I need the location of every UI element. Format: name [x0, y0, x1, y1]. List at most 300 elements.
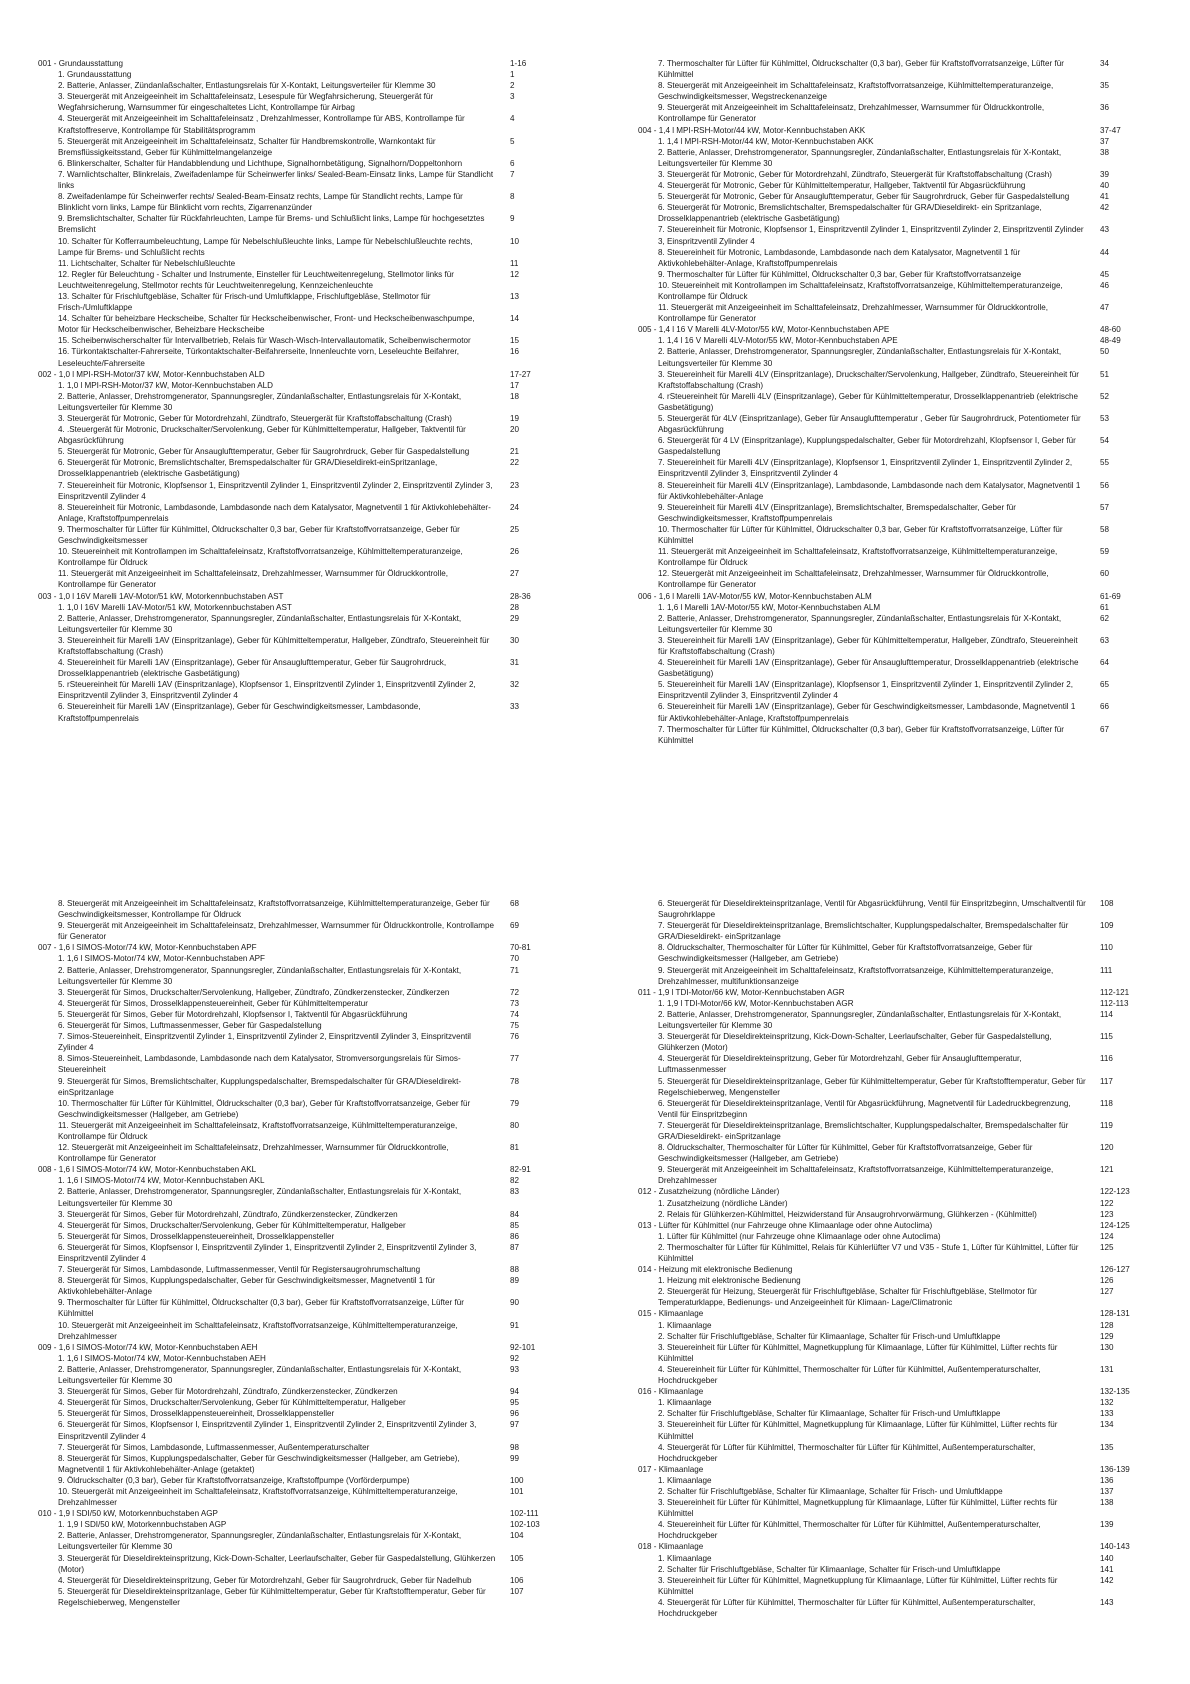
toc-page-number: 140 — [1100, 1553, 1114, 1563]
toc-page-number: 5 — [510, 136, 515, 146]
toc-entry-row — [638, 613, 1138, 635]
toc-page-number: 22 — [510, 458, 520, 468]
toc-entry-row — [638, 335, 1138, 346]
toc-entry-title: 11. Steuergerät mit Anzeigeeinheit im Schalttafeleinsatz, Kraftstoffvorratsanzeige, Kühlmitteltemperaturanzeige, Kontrollampe für Öldruck — [58, 1120, 458, 1141]
toc-entry-row — [38, 1519, 548, 1530]
toc-page-number: 118 — [1100, 1098, 1113, 1108]
toc-entry-row — [38, 898, 548, 920]
toc-page-number: 77 — [510, 1054, 520, 1064]
toc-section-row — [38, 942, 548, 953]
toc-entry-row — [38, 236, 548, 258]
toc-page-number: 105 — [510, 1553, 524, 1563]
toc-entry-row — [638, 369, 1138, 391]
toc-entry-title: 1. 1,9 l TDI-Motor/66 kW, Motor-Kennbuchstaben AGR — [658, 998, 854, 1008]
toc-page-number: 79 — [510, 1098, 520, 1108]
toc-entry-title: 3. Steuereinheit für Marelli 1AV (Einspritzanlage), Geber für Kühlmitteltemperatur, Hallgeber, Zündtrafo, Steuereinheit für Kraftstoffabschaltung (Crash) — [658, 635, 1078, 656]
toc-page-number: 17 — [510, 380, 520, 390]
toc-page-number: 112-113 — [1100, 998, 1129, 1008]
toc-section-title: 004 - 1,4 l MPI-RSH-Motor/44 kW, Motor-Kennbuchstaben AKK — [638, 125, 866, 135]
toc-page-number: 142 — [1100, 1575, 1114, 1585]
toc-entry-row — [638, 679, 1138, 701]
toc-section-row — [38, 369, 548, 380]
toc-entry-row — [638, 180, 1138, 191]
toc-entry-row — [638, 1231, 1138, 1242]
toc-page-number: 71 — [510, 965, 520, 975]
toc-entry-row — [38, 1009, 548, 1020]
toc-entry-title: 8. Steuereinheit für Marelli 4LV (Einspritzanlage), Lambdasonde, Lambdasonde nach dem Katalysator, Magnetventil 1 für Aktivkohlebehälter-Anlage — [658, 480, 1081, 501]
toc-page-number: 21 — [510, 447, 520, 457]
toc-entry-title: 5. Steuergerät für 4LV (Einspritzanlage), Geber für Ansauglufttemperatur , Geber für Saugrohrdruck, Potentiometer für Abgasrückführung — [658, 414, 1081, 435]
toc-page-number: 15 — [510, 336, 520, 346]
toc-entry-title: 4. Steuergerät für Simos, Druckschalter/Servolenkung, Geber für Kühlmitteltemperatur, Hallgeber — [58, 1220, 406, 1230]
toc-entry-row — [638, 202, 1138, 224]
toc-page-number: 94 — [510, 1387, 520, 1397]
toc-entry-title: 3. Steuergerät für Simos, Geber für Motordrehzahl, Zündtrafo, Zündkerzenstecker, Zündkerzen — [58, 1209, 398, 1219]
toc-entry-title: 2. Batterie, Anlasser, Drehstromgenerator, Spannungsregler, Zündanlaßschalter, Entlastungsrelais für X-Kontakt, Leitungsverteiler für Klemme 30 — [58, 391, 462, 412]
toc-entry-title: 12. Regler für Beleuchtung - Schalter und Instrumente, Einsteller für Leuchtweitenregelung, Stellmotor links für Leuchtweitenregelung, Stellmotor rechts für Leuchtweitenregelung, Kennzeichenleuchte — [58, 269, 454, 290]
toc-page-number: 102-111 — [510, 1509, 539, 1519]
toc-entry-row — [638, 1275, 1138, 1286]
toc-entry-row — [38, 191, 548, 213]
toc-entry-title: 2. Schalter für Frischluftgebläse, Schalter für Klimaanlage, Schalter für Frisch-und Umluftklappe — [658, 1564, 1001, 1574]
toc-panel-top-left — [38, 58, 548, 724]
toc-entry-row — [38, 1264, 548, 1275]
toc-entry-title: 2. Batterie, Anlasser, Zündanlaßschalter, Entlastungsrelais für X-Kontakt, Leitungsverteiler für Klemme 30 — [58, 81, 436, 91]
toc-page-number: 43 — [1100, 225, 1110, 235]
toc-entry-title: 2. Steuergerät für Heizung, Steuergerät für Frischluftgebläse, Schalter für Frischluftgebläse, Stellmotor für Temperaturklappe, Bedienungs- und Anzeigeeinheit für Klimaan- Lage/Climatronic — [658, 1287, 1037, 1308]
toc-page-number: 131 — [1100, 1364, 1114, 1374]
toc-page-number: 29 — [510, 613, 520, 623]
toc-entry-row — [38, 313, 548, 335]
toc-entry-title: 3. Steuergerät für Dieseldirekteinspritzung, Kick-Down-Schalter, Leerlaufschalter, Geber für Gaspedalstellung, Glühkerzen (Motor) — [658, 1032, 1052, 1053]
toc-entry-title: 5. rSteuereinheit für Marelli 1AV (Einspritzanlage), Klopfsensor 1, Einspritzventil Zylinder 1, Einspritzventil Zylinder 2, Einspritzventil Zylinder 3, Einspritzventil Zylinder 4 — [58, 680, 476, 701]
toc-entry-title: 2. Relais für Glühkerzen-Kühlmittel, Heizwiderstand für Ansaugrohrvorwärmung, Glühkerzen - (Kühlmittel) — [658, 1209, 1037, 1219]
toc-section-title: 002 - 1,0 l MPI-RSH-Motor/37 kW, Motor-Kennbuchstaben ALD — [38, 369, 265, 379]
toc-entry-title: 7. Steuereinheit für Marelli 4LV (Einspritzanlage), Klopfsensor 1, Einspritzventil Zylinder 1, Einspritzventil Zylinder 2, Einspritzventil Zylinder 3, Einspritzventil Zylinder 4 — [658, 458, 1073, 479]
toc-page-number: 57 — [1100, 502, 1110, 512]
toc-entry-title: 4. Steuergerät mit Anzeigeeinheit im Schalttafeleinsatz , Drehzahlmesser, Kontrollampe für ABS, Kontrollampe für Kraftstoffreserve, Kontrollampe für Stabilitätsprogramm — [58, 114, 465, 135]
toc-entry-row — [38, 1586, 548, 1608]
toc-entry-title: 5. Steuergerät für Motronic, Geber für Ansauglufttemperatur, Geber für Saugrohrdruck, Geber für Gaspedalstellung — [58, 447, 470, 457]
toc-entry-row — [38, 158, 548, 169]
toc-entry-title: 14. Schalter für beheizbare Heckscheibe, Schalter für Heckscheibenwischer, Front- und Heckscheibenwaschpumpe, Motor für Heckscheibenwischer, Beheizbare Heckscheibe — [58, 314, 475, 335]
toc-entry-title: 1. 1,4 l 16 V Marelli 4LV-Motor/55 kW, Motor-Kennbuchstaben APE — [658, 336, 898, 346]
toc-page-number: 31 — [510, 658, 520, 668]
toc-entry-title: 1. Zusatzheizung (nördliche Länder) — [658, 1198, 788, 1208]
toc-entry-title: 8. Steuergerät mit Anzeigeeinheit im Schalttafeleinsatz, Kraftstoffvorratsanzeige, Kühlmitteltemperaturanzeige, Geber für Geschwindigkeitsmesser, Kontrollampe für Öldruck — [58, 899, 490, 920]
toc-entry-row — [38, 1442, 548, 1453]
toc-entry-title: 1. Grundausstattung — [58, 70, 132, 80]
toc-page-number: 61-69 — [1100, 591, 1121, 601]
toc-section-title: 014 - Heizung mit elektronische Bedienung — [638, 1265, 793, 1275]
toc-entry-row — [38, 413, 548, 424]
toc-entry-title: 7. Steuergerät für Simos, Lambdasonde, Luftmassenmesser, Außentemperaturschalter — [58, 1442, 370, 1452]
toc-entry-title: 7. Steuereinheit für Motronic, Klopfsensor 1, Einspritzventil Zylinder 1, Einspritzventil Zylinder 2, Einspritzventil Zylinder 3, Einspritzventil Zylinder 4 — [658, 225, 1084, 246]
toc-entry-row — [38, 213, 548, 235]
toc-entry-title: 1. Klimaanlage — [658, 1398, 712, 1408]
toc-entry-row — [638, 998, 1138, 1009]
toc-entry-row — [638, 568, 1138, 590]
toc-section-row — [638, 1386, 1138, 1397]
toc-page-number: 136 — [1100, 1475, 1114, 1485]
toc-section-title: 007 - 1,6 l SIMOS-Motor/74 kW, Motor-Kennbuchstaben APF — [38, 943, 257, 953]
toc-section-title: 001 - Grundausstattung — [38, 59, 124, 68]
toc-entry-row — [638, 546, 1138, 568]
toc-page-number: 107 — [510, 1586, 524, 1596]
toc-page-number: 13 — [510, 291, 520, 301]
toc-entry-row — [38, 1231, 548, 1242]
toc-page-number: 37-47 — [1100, 125, 1121, 135]
toc-entry-row — [38, 502, 548, 524]
toc-entry-title: 4. Steuergerät für Simos, Druckschalter/Servolenkung, Geber für Kühlmitteltemperatur, Hallgeber — [58, 1398, 406, 1408]
toc-page-number: 9 — [510, 214, 515, 224]
toc-page-number: 53 — [1100, 414, 1110, 423]
toc-entry-title: 4. Steuereinheit für Marelli 1AV (Einspritzanlage), Geber für Ansauglufttemperatur, Drosselklappenantrieb (elektrische Gasbetätigung) — [658, 658, 1079, 679]
toc-page-number: 84 — [510, 1209, 520, 1219]
toc-page-number: 8 — [510, 192, 515, 202]
toc-entry-title: 2. Batterie, Anlasser, Drehstromgenerator, Spannungsregler, Zündanlaßschalter, Entlastungsrelais für X-Kontakt, Leitungsverteiler für Klemme 30 — [58, 613, 462, 634]
toc-entry-title: 10. Steuergerät mit Anzeigeeinheit im Schalttafeleinsatz, Kraftstoffvorratsanzeige, Kühlmitteltemperaturanzeige, Drehzahlmesser — [58, 1320, 458, 1341]
toc-entry-row — [38, 258, 548, 269]
toc-entry-row — [638, 657, 1138, 679]
toc-page-number: 141 — [1100, 1564, 1114, 1574]
toc-entry-title: 9. Steuergerät für Simos, Bremslichtschalter, Kupplungspedalschalter, Bremspedalschalter für GRA/Dieseldirekt- einSpritzanlage — [58, 1076, 462, 1097]
toc-page-number: 116 — [1100, 1054, 1113, 1064]
toc-page-number: 129 — [1100, 1331, 1114, 1341]
toc-page-number: 61 — [1100, 602, 1110, 612]
toc-entry-title: 4. Steuergerät für Lüfter für Kühlmittel, Thermoschalter für Lüfter für Kühlmittel, Außentemperaturschalter, Hochdruckgeber — [658, 1597, 1036, 1618]
toc-section-row — [38, 1164, 548, 1175]
toc-page-number: 20 — [510, 425, 520, 435]
toc-page-number: 123 — [1100, 1209, 1114, 1219]
toc-entry-title: 16. Türkontaktschalter-Fahrerseite, Türkontaktschalter-Beifahrerseite, Innenleuchte vorn, Leseleuchte Beifahrer, Leseleuchte/Fahrerseite — [58, 347, 460, 368]
toc-entry-row — [638, 1053, 1138, 1075]
toc-entry-row — [638, 435, 1138, 457]
toc-entry-row — [638, 1342, 1138, 1364]
toc-entry-row — [38, 1353, 548, 1364]
toc-entry-row — [38, 1397, 548, 1408]
toc-page-number: 52 — [1100, 391, 1110, 401]
toc-entry-title: 1. 1,6 l Marelli 1AV-Motor/55 kW, Motor-Kennbuchstaben ALM — [658, 602, 881, 612]
toc-entry-title: 10. Thermoschalter für Lüfter für Kühlmittel, Öldruckschalter (0,3 bar), Geber für Kraftstoffvorratsanzeige, Geber für Geschwindigkeitsmesser (Hallgeber, am Getriebe) — [58, 1098, 471, 1119]
toc-page-number: 92-101 — [510, 1342, 536, 1352]
toc-entry-title: 6. Steuergerät für Motronic, Bremslichtschalter, Bremspedalschalter für GRA/Dieseldirekt-einSpritzanlage, Drosselklappenantrieb (elektrische Gasbetätigung) — [58, 458, 438, 479]
toc-page-number: 78 — [510, 1076, 520, 1086]
toc-page-number: 99 — [510, 1453, 520, 1463]
toc-page-number: 30 — [510, 635, 520, 645]
toc-page-number: 27 — [510, 569, 520, 579]
toc-entry-title: 4. Steuergerät für Simos, Drosselklappensteuereinheit, Geber für Kühlmitteltemperatur — [58, 998, 368, 1008]
toc-entry-row — [38, 291, 548, 313]
toc-entry-title: 11. Steuergerät mit Anzeigeeinheit im Schalttafeleinsatz, Drehzahlmesser, Warnsummer für Öldruckkontrolle, Kontrollampe für Generator — [58, 569, 449, 590]
toc-page-number: 28-36 — [510, 591, 531, 601]
toc-entry-title: 3. Steuergerät für Simos, Geber für Motordrehzahl, Zündtrafo, Zündkerzenstecker, Zündkerzen — [58, 1387, 398, 1397]
toc-entry-row — [638, 480, 1138, 502]
toc-page-number: 100 — [510, 1475, 524, 1485]
toc-entry-title: 3. Steuergerät mit Anzeigeeinheit im Schalttafeleinsatz, Lesespule für Wegfahrsicherung, Steuergerät für Wegfahrsicherung, Warnsummer für eingeschaltetes Licht, Kontrollampe für Airbag — [58, 92, 434, 113]
toc-entry-row — [38, 1386, 548, 1397]
toc-page-number: 6 — [510, 158, 515, 168]
toc-section-title: 018 - Klimaanlage — [638, 1542, 704, 1552]
toc-page-number: 62 — [1100, 613, 1110, 623]
toc-section-title: 009 - 1,6 l SIMOS-Motor/74 kW, Motor-Kennbuchstaben AEH — [38, 1342, 258, 1352]
toc-entry-title: 3. Steuereinheit für Marelli 4LV (Einspritzanlage), Druckschalter/Servolenkung, Hallgeber, Zündtrafo, Steuereinheit für Kraftstoffabschaltung (Crash) — [658, 369, 1079, 390]
toc-entry-row — [38, 1186, 548, 1208]
toc-entry-title: 2. Batterie, Anlasser, Drehstromgenerator, Spannungsregler, Zündanlaßschalter, Entlastungsrelais für X-Kontakt, Leitungsverteiler für Klemme 30 — [58, 1531, 462, 1552]
toc-page-number: 50 — [1100, 347, 1110, 357]
toc-entry-title: 2. Schalter für Frischluftgebläse, Schalter für Klimaanlage, Schalter für Frisch- und Umluftklappe — [658, 1486, 1003, 1496]
toc-entry-row — [38, 1209, 548, 1220]
toc-entry-title: 9. Steuergerät mit Anzeigeeinheit im Schalttafeleinsatz, Drehzahlmesser, Warnsummer für Öldruckkontrolle, Kontrollampe für Generator — [658, 103, 1045, 124]
toc-entry-row — [38, 1575, 548, 1586]
toc-entry-title: 10. Steuereinheit mit Kontrollampen im Schalttafeleinsatz, Kraftstoffvorratsanzeige, Kühlmitteltemperaturanzeige, Kontrollampe für Öldruck — [58, 547, 463, 568]
toc-page-number: 69 — [510, 921, 520, 931]
toc-page-number: 130 — [1100, 1342, 1114, 1352]
toc-page-number: 1-16 — [510, 59, 527, 68]
toc-entry-row — [638, 1242, 1138, 1264]
toc-entry-title: 3. Steuergerät für Simos, Druckschalter/Servolenkung, Hallgeber, Zündtrafo, Zündkerzenstecker, Zündkerzen — [58, 987, 450, 997]
toc-page-number: 58 — [1100, 524, 1110, 534]
toc-section-title: 013 - Lüfter für Kühlmittel (nur Fahrzeuge ohne Klimaanlage oder ohne Autoclima) — [638, 1220, 933, 1230]
toc-section-row — [38, 591, 548, 602]
toc-page-number: 56 — [1100, 480, 1110, 490]
toc-entry-title: 4. .Steuergerät für Motronic, Druckschalter/Servolenkung, Geber für Kühlmitteltemperatur, Hallgeber, Taktventil für Abgasrückführung — [58, 425, 466, 446]
toc-entry-title: 7. Thermoschalter für Lüfter für Kühlmittel, Öldruckschalter (0,3 bar), Geber für Kraftstoffvorratsanzeige, Lüfter für Kühlmittel — [658, 724, 1064, 745]
toc-page-number: 126-127 — [1100, 1265, 1130, 1275]
toc-entry-row — [638, 413, 1138, 435]
toc-page-number: 12 — [510, 269, 520, 279]
toc-page-number: 75 — [510, 1021, 520, 1031]
toc-page-number: 36 — [1100, 103, 1110, 113]
toc-page-number: 89 — [510, 1276, 520, 1286]
toc-entry-row — [38, 1553, 548, 1575]
toc-entry-title: 8. Steuergerät für Simos, Kupplungspedalschalter, Geber für Geschwindigkeitsmesser (Hallgeber, am Getriebe), Magnetventil 1 für Aktivkohlebehälter-Anlage (getaktet) — [58, 1453, 460, 1474]
toc-page-number: 91 — [510, 1320, 520, 1330]
toc-section-title: 010 - 1,9 l SDI/50 kW, Motorkennbuchstaben AGP — [38, 1509, 218, 1519]
toc-page-number: 122-123 — [1100, 1187, 1130, 1197]
toc-entry-row — [638, 1553, 1138, 1564]
toc-page-number: 85 — [510, 1220, 520, 1230]
toc-entry-row — [638, 280, 1138, 302]
toc-entry-row — [38, 524, 548, 546]
toc-page-number: 74 — [510, 1009, 520, 1019]
toc-entry-row — [38, 1098, 548, 1120]
toc-page-number: 81 — [510, 1143, 520, 1153]
toc-page-number: 2 — [510, 81, 515, 91]
toc-page-number: 19 — [510, 414, 520, 423]
toc-entry-title: 1. 1,9 l SDI/50 kW, Motorkennbuchstaben AGP — [58, 1520, 227, 1530]
toc-entry-title: 9. Thermoschalter für Lüfter für Kühlmittel, Öldruckschalter 0,3 bar, Geber für Kraftstoffvorratsanzeige, Geber für Geschwindigkeitsmesser — [58, 524, 460, 546]
toc-entry-row — [638, 191, 1138, 202]
toc-entry-row — [638, 1098, 1138, 1120]
toc-entry-row — [638, 942, 1138, 964]
toc-entry-title: 7. Steuergerät für Dieseldirekteinspritzanlage, Bremslichtschalter, Kupplungspedalschalter, Bremspedalschalter für GRA/Dieseldirekt- einSpritzanlage — [658, 1120, 1069, 1141]
toc-entry-row — [38, 1364, 548, 1386]
toc-entry-title: 8. Öldruckschalter, Thermoschalter für Lüfter für Kühlmittel, Geber für Kraftstoffvorratsanzeige, Geber für Geschwindigkeitsmesser (Hallgeber, am Getriebe) — [658, 1143, 1033, 1164]
toc-page-number: 86 — [510, 1231, 520, 1241]
toc-page-number: 104 — [510, 1531, 524, 1541]
toc-section-row — [638, 1541, 1138, 1552]
toc-page-number: 82 — [510, 1176, 520, 1186]
toc-entry-title: 3. Steuereinheit für Lüfter für Kühlmittel, Magnetkupplung für Klimaanlage, Lüfter für Kühlmittel, Lüfter rechts für Kühlmittel — [658, 1342, 1058, 1363]
toc-entry-row — [638, 1076, 1138, 1098]
toc-entry-title: 7. Simos-Steuereinheit, Einspritzventil Zylinder 1, Einspritzventil Zylinder 2, Einspritzventil Zylinder 3, Einspritzventil Zylinder 4 — [58, 1032, 471, 1053]
toc-entry-row — [638, 635, 1138, 657]
toc-page-number: 34 — [1100, 59, 1110, 68]
toc-page-number: 73 — [510, 998, 520, 1008]
toc-entry-title: 1. 1,6 l SIMOS-Motor/74 kW, Motor-Kennbuchstaben APF — [58, 954, 265, 964]
toc-entry-title: 1. 1,4 l MPI-RSH-Motor/44 kW, Motor-Kennbuchstaben AKK — [658, 136, 874, 146]
toc-entry-row — [38, 1120, 548, 1142]
toc-entry-row — [638, 1397, 1138, 1408]
toc-entry-title: 6. Steuergerät für Simos, Luftmassenmesser, Geber für Gaspedalstellung — [58, 1021, 322, 1031]
toc-entry-row — [38, 987, 548, 998]
toc-page-number: 83 — [510, 1187, 520, 1197]
toc-page-number: 55 — [1100, 458, 1110, 468]
toc-entry-row — [38, 635, 548, 657]
toc-entry-title: 9. Bremslichtschalter, Schalter für Rückfahrleuchten, Lampe für Brems- und Schlußlicht links, Lampe für hochgesetztes Bremslicht — [58, 214, 485, 235]
toc-page-number: 124 — [1100, 1231, 1114, 1241]
toc-page-number: 17-27 — [510, 369, 531, 379]
toc-entry-row — [38, 1053, 548, 1075]
toc-entry-title: 4. Steuergerät für Dieseldirekteinspritzung, Geber für Motordrehzahl, Geber für Ansauglufttemperatur, Luftmassenmesser — [658, 1054, 1022, 1075]
toc-page-number: 110 — [1100, 943, 1113, 953]
toc-entry-title: 15. Scheibenwischerschalter für Intervallbetrieb, Relais für Wasch-Wisch-Intervallautomatik, Scheibenwischermotor — [58, 336, 471, 346]
toc-entry-row — [638, 1364, 1138, 1386]
toc-entry-title: 4. Steuereinheit für Lüfter für Kühlmittel, Thermoschalter für Lüfter für Kühlmittel, Außentemperaturschalter, Hochdruckgeber — [658, 1364, 1041, 1386]
toc-section-title: 011 - 1,9 l TDI-Motor/66 kW, Motor-Kennbuchstaben AGR — [638, 987, 845, 997]
toc-entry-title: 10. Steuereinheit mit Kontrollampen im Schalttafeleinsatz, Kraftstoffvorratsanzeige, Kühlmitteltemperaturanzeige, Kontrollampe für Öldruck — [658, 280, 1063, 301]
toc-page-number: 122 — [1100, 1198, 1114, 1208]
toc-entry-title: 6. Steuergerät für Simos, Klopfsensor I, Einspritzventil Zylinder 1, Einspritzventil Zylinder 2, Einspritzventil Zylinder 3, Einspritzventil Zylinder 4 — [58, 1242, 477, 1263]
toc-entry-row — [38, 1419, 548, 1441]
toc-entry-row — [638, 169, 1138, 180]
toc-entry-row — [638, 457, 1138, 479]
toc-entry-row — [638, 920, 1138, 942]
toc-page-number: 67 — [1100, 724, 1110, 734]
toc-page-number: 128 — [1100, 1320, 1114, 1330]
toc-page-number: 66 — [1100, 702, 1110, 712]
toc-entry-row — [638, 302, 1138, 324]
toc-entry-row — [638, 224, 1138, 246]
toc-entry-row — [638, 346, 1138, 368]
toc-entry-title: 9. Steuereinheit für Marelli 4LV (Einspritzanlage), Bremslichtschalter, Bremspedalschalter, Geber für Geschwindigkeitsmesser, Kraftstoffpumpenrelais — [658, 502, 1016, 523]
toc-entry-title: 4. Steuergerät für Lüfter für Kühlmittel, Thermoschalter für Lüfter für Kühlmittel, Außentemperaturschalter, Hochdruckgeber — [658, 1442, 1036, 1463]
toc-page-number: 7 — [510, 169, 515, 179]
toc-section-row — [638, 1186, 1138, 1197]
toc-entry-row — [38, 1220, 548, 1231]
toc-entry-row — [638, 102, 1138, 124]
toc-section-row — [638, 1308, 1138, 1319]
toc-entry-row — [638, 1564, 1138, 1575]
toc-entry-row — [638, 1331, 1138, 1342]
toc-entry-row — [38, 965, 548, 987]
toc-page-number: 44 — [1100, 247, 1110, 257]
toc-page-number: 132-135 — [1100, 1387, 1130, 1397]
toc-entry-title: 2. Batterie, Anlasser, Drehstromgenerator, Spannungsregler, Zündanlaßschalter, Entlastungsrelais für X-Kontakt, Leitungsverteiler für Klemme 30 — [58, 1187, 462, 1208]
toc-entry-row — [38, 480, 548, 502]
toc-entry-title: 5. Steuereinheit für Marelli 1AV (Einspritzanlage), Klopfsensor 1, Einspritzventil Zylinder 1, Einspritzventil Zylinder 2, Einspritzventil Zylinder 3, Einspritzventil Zylinder 4 — [658, 680, 1074, 701]
toc-entry-row — [38, 91, 548, 113]
toc-panel-top-right — [638, 58, 1138, 746]
toc-page-number: 47 — [1100, 303, 1110, 313]
toc-entry-title: 5. Steuergerät für Motronic, Geber für Ansauglufttemperatur, Geber für Saugrohrdruck, Geber für Gaspedalstellung — [658, 192, 1070, 202]
toc-entry-row — [38, 953, 548, 964]
toc-entry-title: 8. Steuergerät für Simos, Kupplungspedalschalter, Geber für Geschwindigkeitsmesser, Magnetventil 1 für Aktivkohlebehälter-Anlage — [58, 1276, 436, 1297]
toc-entry-title: 7. Steuereinheit für Motronic, Klopfsensor 1, Einspritzventil Zylinder 1, Einspritzventil Zylinder 2, Einspritzventil Zylinder 3, Einspritzventil Zylinder 4 — [58, 480, 493, 501]
toc-entry-row — [638, 1442, 1138, 1464]
toc-entry-title: 8. Simos-Steuereinheit, Lambdasonde, Lambdasonde nach dem Katalysator, Stromversorgungsrelais für Simos-Steuereinheit — [58, 1054, 461, 1075]
toc-entry-row — [38, 457, 548, 479]
toc-entry-title: 6. Steuergerät für Dieseldirekteinspritzanlage, Ventil für Abgasrückführung, Magnetventil für Ladedruckbegrenzung, Ventil für Einspritzbeginn — [658, 1098, 1071, 1119]
toc-entry-row — [38, 169, 548, 191]
toc-entry-title: 8. Öldruckschalter, Thermoschalter für Lüfter für Kühlmittel, Geber für Kraftstoffvorratsanzeige, Geber für Geschwindigkeitsmesser (Hallgeber, am Getriebe) — [658, 943, 1033, 964]
toc-entry-title: 3. Steuergerät für Dieseldirekteinspritzung, Kick-Down-Schalter, Leerlaufschalter, Geber für Gaspedalstellung, Glühkerzen (Motor) — [58, 1553, 496, 1574]
toc-entry-title: 9. Thermoschalter für Lüfter für Kühlmittel, Öldruckschalter 0,3 bar, Geber für Kraftstoffvorratsanzeige — [658, 269, 1022, 279]
toc-entry-title: 9. Steuergerät mit Anzeigeeinheit im Schalttafeleinsatz, Kraftstoffvorratsanzeige, Kühlmitteltemperaturanzeige, Drehzahlmesser — [658, 1165, 1054, 1186]
toc-entry-title: 4. rSteuereinheit für Marelli 4LV (Einspritzanlage), Geber für Kühlmitteltemperatur, Drosselklappenantrieb (elektrische Gasbetätigung) — [658, 391, 1079, 412]
toc-page-number: 48-49 — [1100, 336, 1121, 346]
toc-entry-title: 1. 1,6 l SIMOS-Motor/74 kW, Motor-Kennbuchstaben AKL — [58, 1176, 265, 1186]
toc-entry-title: 6. Blinkerschalter, Schalter für Handabblendung und Lichthupe, Signalhornbetätigung, Signalhorn/Doppeltonhorn — [58, 158, 463, 168]
toc-entry-row — [38, 1175, 548, 1186]
toc-entry-row — [638, 1419, 1138, 1441]
toc-entry-title: 2. Batterie, Anlasser, Drehstromgenerator, Spannungsregler, Zündanlaßschalter, Entlastungsrelais für X-Kontakt, Leitungsverteiler für Klemme 30 — [58, 965, 462, 986]
toc-page-number: 60 — [1100, 569, 1110, 579]
toc-page-number: 24 — [510, 502, 520, 512]
toc-entry-title: 1. Heizung mit elektronische Bedienung — [658, 1276, 801, 1286]
toc-entry-row — [638, 1475, 1138, 1486]
toc-entry-title: 1. Klimaanlage — [658, 1475, 712, 1485]
toc-entry-row — [38, 701, 548, 723]
toc-section-row — [638, 1264, 1138, 1275]
toc-page-number: 143 — [1100, 1597, 1114, 1607]
toc-section-row — [38, 1508, 548, 1519]
toc-page-number: 45 — [1100, 269, 1110, 279]
toc-entry-row — [38, 69, 548, 80]
toc-entry-title: 5. Steuergerät für Simos, Geber für Motordrehzahl, Klopfsensor I, Taktventil für Abgasrückführung — [58, 1009, 408, 1019]
toc-page-number: 117 — [1100, 1076, 1113, 1086]
toc-entry-row — [38, 1020, 548, 1031]
toc-page-number: 59 — [1100, 547, 1110, 557]
toc-entry-title: 7. Steuergerät für Dieseldirekteinspritzanlage, Bremslichtschalter, Kupplungspedalschalter, Bremspedalschalter für GRA/Dieseldirekt- einSpritzanlage — [658, 921, 1069, 942]
toc-entry-row — [638, 247, 1138, 269]
toc-section-title: 006 - 1,6 l Marelli 1AV-Motor/55 kW, Motor-Kennbuchstaben ALM — [638, 591, 872, 601]
toc-entry-row — [638, 269, 1138, 280]
toc-page-number: 4 — [510, 114, 515, 124]
toc-entry-title: 8. Steuergerät mit Anzeigeeinheit im Schalttafeleinsatz, Kraftstoffvorratsanzeige, Kühlmitteltemperaturanzeige, Geschwindigkeitsmesser, Wegstreckenanzeige — [658, 81, 1054, 102]
toc-entry-row — [638, 1497, 1138, 1519]
toc-entry-row — [638, 58, 1138, 80]
toc-entry-row — [38, 346, 548, 368]
toc-entry-row — [638, 524, 1138, 546]
toc-entry-row — [38, 1408, 548, 1419]
toc-page-number: 132 — [1100, 1398, 1114, 1408]
toc-page-number: 25 — [510, 524, 520, 534]
toc-entry-title: 9. Steuergerät mit Anzeigeeinheit im Schalttafeleinsatz, Kraftstoffvorratsanzeige, Kühlmitteltemperaturanzeige, Drehzahlmesser, multifunktionsanzeige — [658, 965, 1054, 986]
toc-entry-row — [638, 1408, 1138, 1419]
toc-page-number: 88 — [510, 1265, 520, 1275]
toc-entry-title: 7. Steuergerät für Simos, Lambdasonde, Luftmassenmesser, Ventil für Registersaugrohrumschaltung — [58, 1265, 421, 1275]
toc-page-number: 112-121 — [1100, 987, 1130, 997]
toc-page-number: 54 — [1100, 436, 1110, 446]
toc-entry-row — [38, 602, 548, 613]
toc-entry-row — [638, 80, 1138, 102]
toc-page-number: 102-103 — [510, 1520, 540, 1530]
toc-page-number: 139 — [1100, 1520, 1114, 1530]
toc-entry-title: 11. Steuergerät mit Anzeigeeinheit im Schalttafeleinsatz, Kraftstoffvorratsanzeige, Kühlmitteltemperaturanzeige, Kontrollampe für Öldruck — [658, 547, 1058, 568]
toc-entry-title: 6. Steuergerät für 4 LV (Einspritzanlage), Kupplungspedalschalter, Geber für Motordrehzahl, Klopfsensor I, Geber für Gaspedalstellung — [658, 436, 1076, 457]
